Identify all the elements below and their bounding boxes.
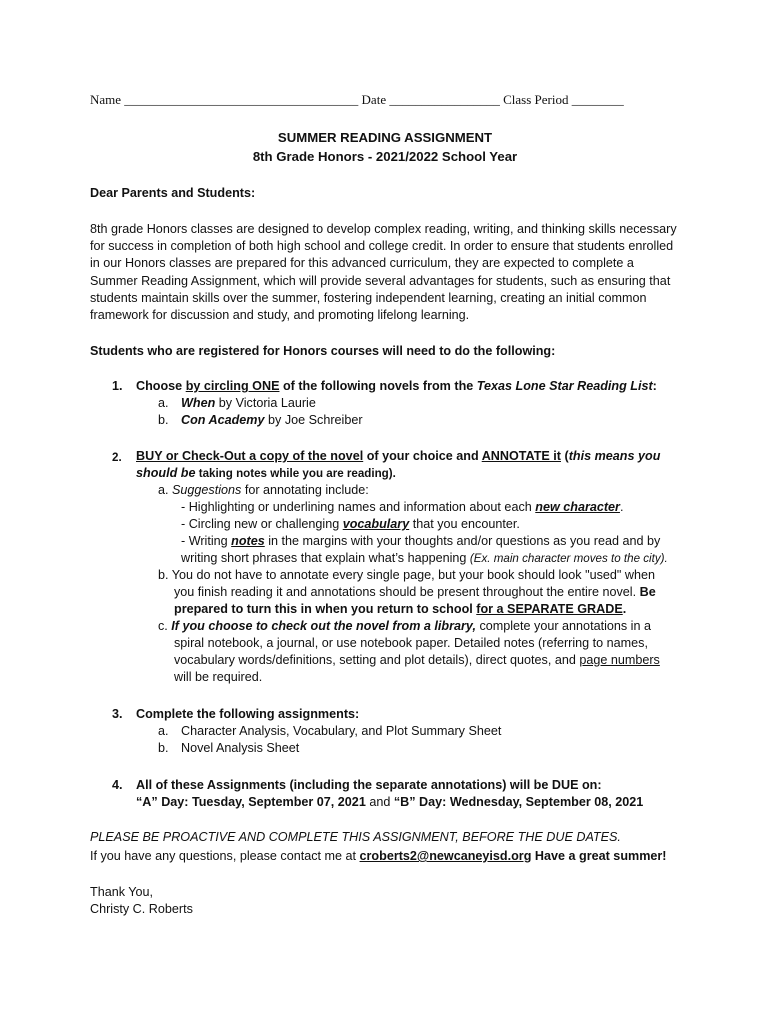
- annotation-bullet: - Highlighting or underlining names and information about each new character.: [181, 500, 624, 514]
- step2-c-line: vocabulary words/definitions, setting and plot details), direct quotes, and page numbers: [174, 653, 660, 667]
- thank-you: Thank You,: [90, 885, 154, 899]
- reading-list-name: Texas Lone Star Reading List: [476, 379, 653, 393]
- email-link[interactable]: croberts2@newcaneyisd.org: [359, 849, 532, 863]
- greeting: Dear Parents and Students:: [90, 186, 256, 200]
- book-option: a.: [158, 396, 169, 410]
- step2-c-line: will be required.: [174, 670, 263, 684]
- intro-line: framework for discussion and study, and promoting lifelong learning.: [90, 308, 470, 323]
- step2-b-line: you finish reading it and annotations should be present throughout the entire novel. Be: [174, 585, 656, 599]
- contact-line: If you have any questions, please contact me at croberts2@newcaneyisd.org Have a great summer!: [90, 849, 667, 863]
- proactive-note: PLEASE BE PROACTIVE AND COMPLETE THIS ASSIGNMENT, BEFORE THE DUE DATES.: [90, 830, 621, 844]
- assignment-letter: a.: [158, 724, 169, 738]
- intro-line: Summer Reading Assignment, which will provide several advantages for students, such as ensuring that: [90, 273, 671, 288]
- book-title: Con Academy: [181, 413, 265, 427]
- step1-text: Choose by circling ONE of the following novels from the Texas Lone Star Reading List:: [136, 379, 657, 393]
- step3-number: 3.: [112, 707, 123, 721]
- signature-name: Christy C. Roberts: [90, 902, 193, 916]
- step2-a: a. Suggestions for annotating include:: [158, 483, 369, 497]
- book-author: by Victoria Laurie: [215, 396, 316, 410]
- due-heading: All of these Assignments (including the separate annotations) will be DUE on:: [136, 778, 602, 792]
- step1-number: 1.: [112, 379, 123, 393]
- book-option-text: [181, 396, 316, 410]
- annotation-bullet: - Circling new or challenging vocabulary that you encounter.: [181, 517, 520, 531]
- b-day-date: “B” Day: Wednesday, September 08, 2021: [393, 795, 644, 809]
- assignment-item: Novel Analysis Sheet: [181, 741, 300, 755]
- a-day-date: “A” Day: Tuesday, September 07, 2021: [136, 795, 366, 809]
- book-option: b.: [158, 413, 169, 427]
- assignment-item: Character Analysis, Vocabulary, and Plot Summary Sheet: [181, 724, 502, 738]
- book-title: When: [181, 396, 216, 410]
- page-subtitle: 8th Grade Honors - 2021/2022 School Year: [252, 149, 518, 164]
- header-fields: [90, 92, 624, 108]
- assignment-letter: b.: [158, 741, 169, 755]
- step2-number: 2.: [112, 451, 122, 464]
- name-label: Name: [90, 92, 122, 107]
- due-dates: “A” Day: Tuesday, September 07, 2021 and “B” Day: Wednesday, September 08, 2021: [136, 795, 644, 809]
- intro-line: 8th grade Honors classes are designed to develop complex reading, writing, and thinking skills necessary: [90, 222, 677, 236]
- annotation-bullet-cont: writing short phrases that explain what’s happening (Ex. main character moves to the city).: [181, 551, 668, 565]
- step2-line1: BUY or Check-Out a copy of the novel of your choice and ANNOTATE it (this means you: [136, 449, 661, 463]
- step2-line2: should be taking notes while you are reading).: [136, 466, 396, 480]
- step2-c-line: spiral notebook, a journal, or use notebook paper. Detailed notes (referring to names,: [174, 636, 648, 650]
- class-period-blank: ________: [571, 92, 624, 107]
- instruction-heading: Students who are registered for Honors courses will need to do the following:: [90, 344, 556, 358]
- date-blank: _________________: [389, 92, 500, 107]
- step3-heading: Complete the following assignments:: [136, 707, 360, 721]
- intro-line: in our Honors classes are prepared for this advanced curriculum, they are expected to complete a: [90, 256, 634, 271]
- step2-c-line: c. If you choose to check out the novel from a library, complete your annotations in a: [158, 619, 651, 633]
- name-blank: ____________________________________: [124, 92, 359, 107]
- book-option-text: [181, 413, 363, 427]
- step2-b-line: b. You do not have to annotate every single page, but your book should look "used" when: [158, 568, 655, 582]
- step4-number: 4.: [112, 778, 123, 792]
- intro-paragraph: [90, 221, 690, 324]
- annotation-bullet: - Writing notes in the margins with your thoughts and/or questions as you read and by: [181, 534, 661, 548]
- class-period-label: Class Period: [503, 92, 569, 107]
- page-title: SUMMER READING ASSIGNMENT: [277, 130, 493, 145]
- date-label: Date: [361, 92, 387, 107]
- step2-b-line: prepared to turn this in when you return to school for a SEPARATE GRADE.: [174, 602, 627, 616]
- book-author: by Joe Schreiber: [264, 413, 363, 427]
- intro-line: students maintain skills over the summer, fostering independent learning, creating an initial common: [90, 290, 647, 305]
- intro-line: for success in completion of both high school and college credit. In order to ensure that students enrolled: [90, 239, 674, 254]
